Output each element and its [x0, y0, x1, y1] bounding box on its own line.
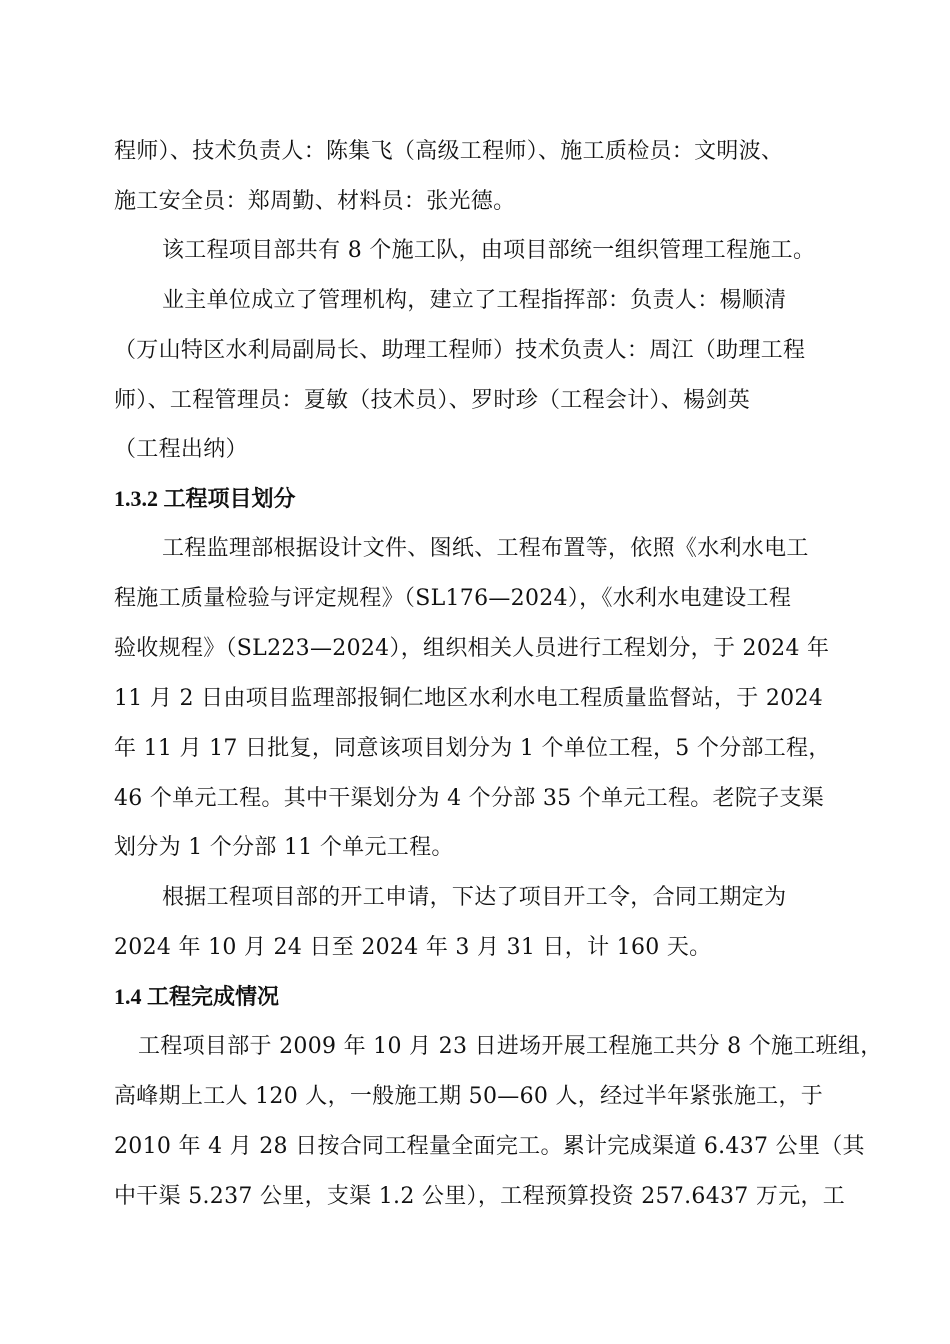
paragraph-line: 程施工质量检验与评定规程》（SL176—2024），《水利水电建设工程 [114, 586, 792, 611]
paragraph-line: 划分为 1 个分部 11 个单元工程。 [114, 835, 454, 860]
paragraph-line: 中干渠 5.237 公里，支渠 1.2 公里），工程预算投资 257.6437 万元，工 [114, 1184, 846, 1209]
section-heading: 1.3.2 工程项目划分 [114, 486, 296, 511]
section-heading: 1.4 工程完成情况 [114, 984, 280, 1009]
paragraph-line: 根据工程项目部的开工申请，下达了项目开工令，合同工期定为 [162, 885, 787, 910]
paragraph-line: （万山特区水利局副局长、助理工程师）技术负责人：周江（助理工程 [114, 338, 806, 363]
paragraph-line: 业主单位成立了管理机构，建立了工程指挥部：负责人：楊顺清 [162, 288, 787, 313]
paragraph-line: 2024 年 10 月 24 日至 2024 年 3 月 31 日，计 160 天。 [114, 935, 712, 960]
paragraph-line: 46 个单元工程。其中干渠划分为 4 个分部 35 个单元工程。老院子支渠 [114, 786, 825, 811]
paragraph-line: 施工安全员：郑周勤、材料员：张光德。 [114, 189, 516, 214]
paragraph-line: 工程监理部根据设计文件、图纸、工程布置等，依照《水利水电工 [162, 536, 809, 561]
paragraph-line: 验收规程》（SL223—2024），组织相关人员进行工程划分，于 2024 年 [114, 636, 830, 661]
paragraph-line: 11 月 2 日由项目监理部报铜仁地区水利水电工程质量监督站，于 2024 [114, 686, 824, 711]
paragraph-line: 该工程项目部共有 8 个施工队，由项目部统一组织管理工程施工。 [162, 238, 816, 263]
paragraph-line: 2010 年 4 月 28 日按合同工程量全面完工。累计完成渠道 6.437 公里（其 [114, 1134, 865, 1159]
paragraph-line: 高峰期上工人 120 人，一般施工期 50—60 人，经过半年紧张施工，于 [114, 1084, 824, 1109]
paragraph-line: 年 11 月 17 日批复，同意该项目划分为 1 个单位工程，5 个分部工程， [114, 736, 831, 761]
paragraph-line: 程师）、技术负责人：陈集飞（高级工程师）、施工质检员：文明波、 [114, 139, 784, 164]
paragraph-line: 师）、工程管理员：夏敏（技术员）、罗时珍（工程会计）、楊剑英 [114, 388, 751, 413]
paragraph-line: 工程项目部于 2009 年 10 月 23 日进场开展工程施工共分 8 个施工班组， [138, 1034, 883, 1059]
paragraph-line: （工程出纳） [114, 437, 248, 462]
